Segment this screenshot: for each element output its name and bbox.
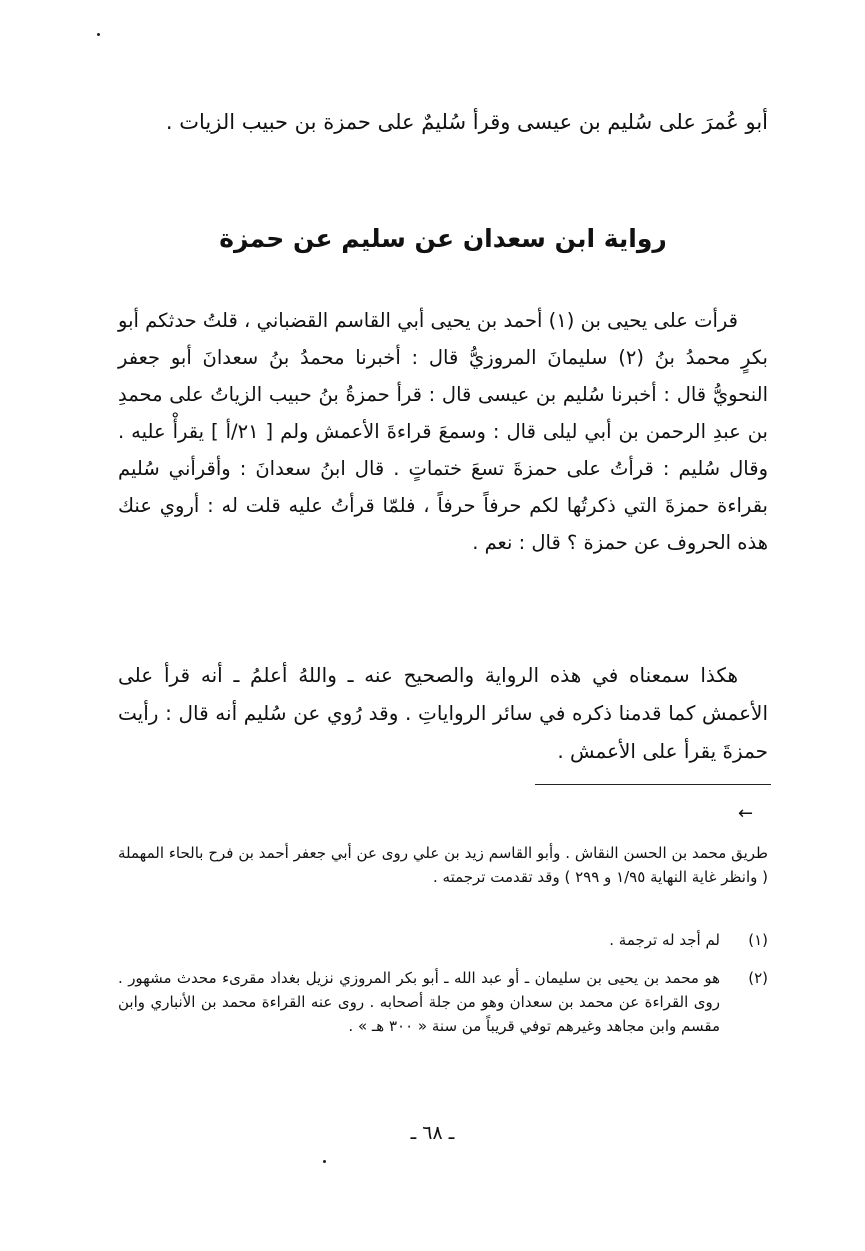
footnote-continuation: طريق محمد بن الحسن النقاش . وأبو القاسم زيد بن علي روى عن أبي جعفر أحمد بن فرح بالحاء المهملة ( وانظر غاية النهاية ١/٩٥ و ٢٩٩ ) وقد تقدمت ترجمته . [118, 844, 768, 886]
footnote-2 [118, 966, 768, 1038]
scan-speck [97, 33, 100, 36]
intro-paragraph: أبو عُمرَ على سُليم بن عيسى وقرأ سُليمٌ على حمزة بن حبيب الزيات . [165, 110, 768, 134]
footnote-text: هو محمد بن يحيى بن سليمان ـ أو عبد الله ـ أبو بكر المروزي نزيل بغداد مقرىء محدث مشهور . روى القراءة عن محمد بن سعدان وهو من جلة أصحابه . روى عنه القراءة محمد بن الأنباري وابن مقسم وابن مجاهد وغيرهم توفي قريباً من سنة « ٣٠٠ هـ » . [118, 969, 720, 1035]
continuation-arrow-icon: ← [738, 803, 754, 824]
footnote-separator [535, 784, 771, 785]
footnote-1 [118, 928, 768, 952]
page-number: ـ ٦٨ ـ [410, 1122, 455, 1144]
body-paragraph-1: قرأت على يحيى بن (١) أحمد بن يحيى أبي القاسم القضباني ، قلتُ حدثكم أبو بكرٍ محمدُ بنُ (٢) سليمانَ المروزيُّ قال : أخبرنا محمدُ بنُ سعدانَ أبو جعفر النحويُّ قال : أخبرنا سُليم بن عيسى قال : قرأ حمزةُ بنُ حبيب الزياتُ على محمدِ بن عبدِ الرحمن بن أبي ليلى قال : وسمعَ قراءةَ الأعمش ولم [ ٢١/أ ] يقرأْ عليه . وقال سُليم : قرأتُ على حمزةَ تسعَ ختماتٍ . قال ابنُ سعدانَ : وأقرأني سُليم بقراءة حمزةَ التي ذكرتُها لكم حرفاً حرفاً ، فلمّا قرأتُ عليه قلت له : أروي عنك هذه الحروف عن حمزة ؟ قال : نعم . [118, 308, 768, 554]
footnote-marker: (٢) [748, 969, 768, 987]
footnote-text: لم أجد له ترجمة . [609, 931, 720, 949]
footnote-marker: (١) [748, 931, 768, 949]
scan-speck [323, 1160, 326, 1163]
body-paragraph-2: هكذا سمعناه في هذه الرواية والصحيح عنه ـ واللهُ أعلمُ ـ أنه قرأ على الأعمش كما قدمنا ذكره في سائر الرواياتِ . وقد رُوي عن سُليم أنه قال : رأيت حمزةَ يقرأ على الأعمش . [118, 663, 768, 763]
section-heading: رواية ابن سعدان عن سليم عن حمزة [219, 223, 667, 253]
